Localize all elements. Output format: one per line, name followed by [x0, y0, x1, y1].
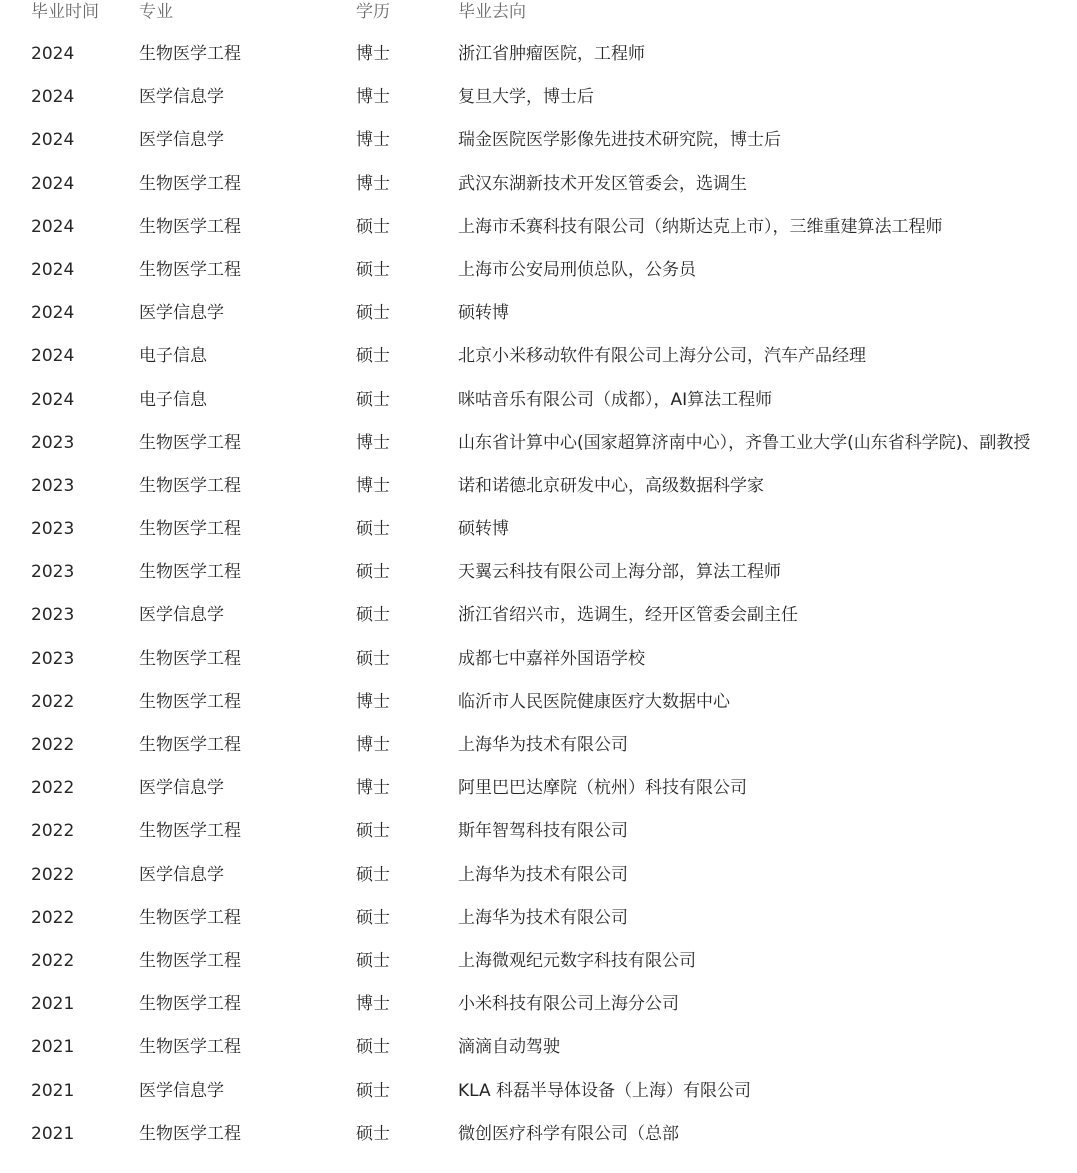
cell-year: 2023: [31, 475, 75, 496]
cell-year: 2023: [31, 562, 75, 583]
table-row: [0, 551, 1077, 594]
cell-major: 生物医学工程: [139, 691, 241, 712]
cell-degree: 硕士: [356, 1123, 390, 1144]
cell-destination: 浙江省肿瘤医院，工程师: [458, 44, 645, 64]
cell-major: 医学信息学: [139, 864, 224, 885]
cell-major: 生物医学工程: [139, 1123, 241, 1144]
cell-degree: 硕士: [356, 259, 390, 280]
cell-destination: 临沂市人民医院健康医疗大数据中心: [458, 691, 730, 712]
cell-degree: 硕士: [356, 1037, 390, 1058]
table-row: [0, 163, 1077, 206]
cell-year: 2022: [31, 821, 75, 842]
header-major: 专业: [139, 2, 173, 22]
cell-year: 2023: [31, 648, 75, 669]
cell-destination: 武汉东湖新技术开发区管委会，选调生: [458, 173, 747, 194]
cell-major: 生物医学工程: [139, 1037, 241, 1058]
cell-destination: 成都七中嘉祥外国语学校: [458, 648, 645, 669]
cell-degree: 硕士: [356, 389, 390, 410]
cell-destination: 滴滴自动驾驶: [458, 1037, 560, 1058]
table-body: [0, 33, 1077, 1156]
cell-major: 电子信息: [139, 346, 207, 367]
cell-degree: 博士: [356, 44, 390, 64]
cell-major: 生物医学工程: [139, 735, 241, 755]
cell-major: 电子信息: [139, 389, 207, 410]
table-row: [0, 724, 1077, 767]
table-row: [0, 940, 1077, 983]
cell-destination: 斯年智驾科技有限公司: [458, 821, 628, 842]
cell-year: 2024: [31, 44, 75, 64]
cell-major: 生物医学工程: [139, 475, 241, 496]
cell-year: 2022: [31, 950, 75, 971]
table-row: [0, 206, 1077, 249]
cell-degree: 博士: [356, 130, 390, 151]
cell-major: 医学信息学: [139, 87, 224, 108]
cell-degree: 博士: [356, 173, 390, 194]
cell-degree: 硕士: [356, 907, 390, 928]
cell-destination: 微创医疗科学有限公司（总部: [458, 1123, 679, 1144]
cell-year: 2024: [31, 303, 75, 324]
cell-major: 生物医学工程: [139, 173, 241, 194]
cell-year: 2022: [31, 778, 75, 799]
table-row: [0, 810, 1077, 853]
table-row: [0, 119, 1077, 162]
cell-degree: 硕士: [356, 519, 390, 540]
cell-major: 生物医学工程: [139, 994, 241, 1015]
cell-degree: 硕士: [356, 864, 390, 885]
cell-major: 医学信息学: [139, 303, 224, 324]
cell-degree: 硕士: [356, 562, 390, 583]
cell-degree: 硕士: [356, 303, 390, 324]
cell-degree: 硕士: [356, 1080, 390, 1101]
table-row: [0, 335, 1077, 378]
cell-destination: 上海微观纪元数字科技有限公司: [458, 950, 696, 971]
cell-destination: 复旦大学，博士后: [458, 87, 594, 108]
table-row: [0, 508, 1077, 551]
table-row: [0, 1113, 1077, 1156]
table-row: [0, 854, 1077, 897]
cell-year: 2022: [31, 691, 75, 712]
cell-destination: 天翼云科技有限公司上海分部，算法工程师: [458, 562, 781, 583]
header-year: 毕业时间: [31, 2, 99, 22]
cell-year: 2024: [31, 130, 75, 151]
cell-destination: KLA 科磊半导体设备（上海）有限公司: [458, 1080, 752, 1101]
cell-destination: 硕转博: [458, 303, 509, 324]
table-row: [0, 33, 1077, 76]
cell-year: 2022: [31, 735, 75, 755]
cell-destination: 诺和诺德北京研发中心，高级数据科学家: [458, 475, 764, 496]
cell-major: 生物医学工程: [139, 216, 241, 237]
cell-destination: 上海市禾赛科技有限公司（纳斯达克上市），三维重建算法工程师: [458, 216, 943, 237]
cell-degree: 博士: [356, 735, 390, 755]
table-row: [0, 767, 1077, 810]
cell-destination: 硕转博: [458, 519, 509, 540]
cell-degree: 博士: [356, 778, 390, 799]
cell-degree: 博士: [356, 432, 390, 453]
cell-destination: 山东省计算中心(国家超算济南中心），齐鲁工业大学(山东省科学院)、副教授: [458, 432, 1031, 453]
cell-major: 生物医学工程: [139, 432, 241, 453]
cell-year: 2024: [31, 87, 75, 108]
header-degree: 学历: [356, 2, 390, 22]
cell-degree: 硕士: [356, 950, 390, 971]
cell-degree: 硕士: [356, 605, 390, 626]
cell-destination: 北京小米移动软件有限公司上海分公司，汽车产品经理: [458, 346, 866, 367]
table-row: [0, 292, 1077, 335]
table-row: [0, 983, 1077, 1026]
cell-degree: 硕士: [356, 821, 390, 842]
cell-year: 2021: [31, 994, 75, 1015]
cell-destination: 阿里巴巴达摩院（杭州）科技有限公司: [458, 778, 747, 799]
table-row: [0, 1026, 1077, 1069]
cell-year: 2024: [31, 389, 75, 410]
table-row: [0, 422, 1077, 465]
cell-year: 2024: [31, 173, 75, 194]
cell-year: 2024: [31, 259, 75, 280]
cell-destination: 瑞金医院医学影像先进技术研究院，博士后: [458, 130, 781, 151]
cell-destination: 上海华为技术有限公司: [458, 735, 628, 755]
cell-destination: 咪咕音乐有限公司（成都），AI算法工程师: [458, 389, 773, 410]
cell-major: 生物医学工程: [139, 648, 241, 669]
cell-year: 2023: [31, 605, 75, 626]
table-row: [0, 249, 1077, 292]
cell-destination: 上海市公安局刑侦总队，公务员: [458, 259, 696, 280]
table-row: [0, 897, 1077, 940]
cell-degree: 硕士: [356, 346, 390, 367]
table-row: [0, 681, 1077, 724]
table-row: [0, 1070, 1077, 1113]
cell-major: 医学信息学: [139, 605, 224, 626]
cell-destination: 上海华为技术有限公司: [458, 864, 628, 885]
cell-year: 2022: [31, 864, 75, 885]
cell-year: 2023: [31, 519, 75, 540]
cell-major: 生物医学工程: [139, 562, 241, 583]
cell-major: 生物医学工程: [139, 519, 241, 540]
cell-year: 2024: [31, 216, 75, 237]
cell-year: 2021: [31, 1123, 75, 1144]
table-row: [0, 638, 1077, 681]
cell-major: 生物医学工程: [139, 259, 241, 280]
cell-major: 医学信息学: [139, 130, 224, 151]
table-row: [0, 379, 1077, 422]
cell-degree: 硕士: [356, 216, 390, 237]
cell-year: 2021: [31, 1037, 75, 1058]
cell-year: 2022: [31, 907, 75, 928]
cell-destination: 浙江省绍兴市，选调生，经开区管委会副主任: [458, 605, 798, 626]
table-row: [0, 465, 1077, 508]
cell-major: 生物医学工程: [139, 44, 241, 64]
table-row: [0, 76, 1077, 119]
cell-degree: 博士: [356, 475, 390, 496]
cell-degree: 博士: [356, 87, 390, 108]
cell-major: 医学信息学: [139, 1080, 224, 1101]
cell-major: 生物医学工程: [139, 907, 241, 928]
table-header-row: [0, 0, 1077, 24]
cell-year: 2024: [31, 346, 75, 367]
cell-year: 2021: [31, 1080, 75, 1101]
cell-major: 医学信息学: [139, 778, 224, 799]
cell-year: 2023: [31, 432, 75, 453]
cell-major: 生物医学工程: [139, 821, 241, 842]
cell-destination: 小米科技有限公司上海分公司: [458, 994, 679, 1015]
header-destination: 毕业去向: [458, 2, 526, 22]
cell-degree: 博士: [356, 691, 390, 712]
cell-major: 生物医学工程: [139, 950, 241, 971]
table-row: [0, 594, 1077, 637]
cell-destination: 上海华为技术有限公司: [458, 907, 628, 928]
cell-degree: 博士: [356, 994, 390, 1015]
cell-degree: 硕士: [356, 648, 390, 669]
